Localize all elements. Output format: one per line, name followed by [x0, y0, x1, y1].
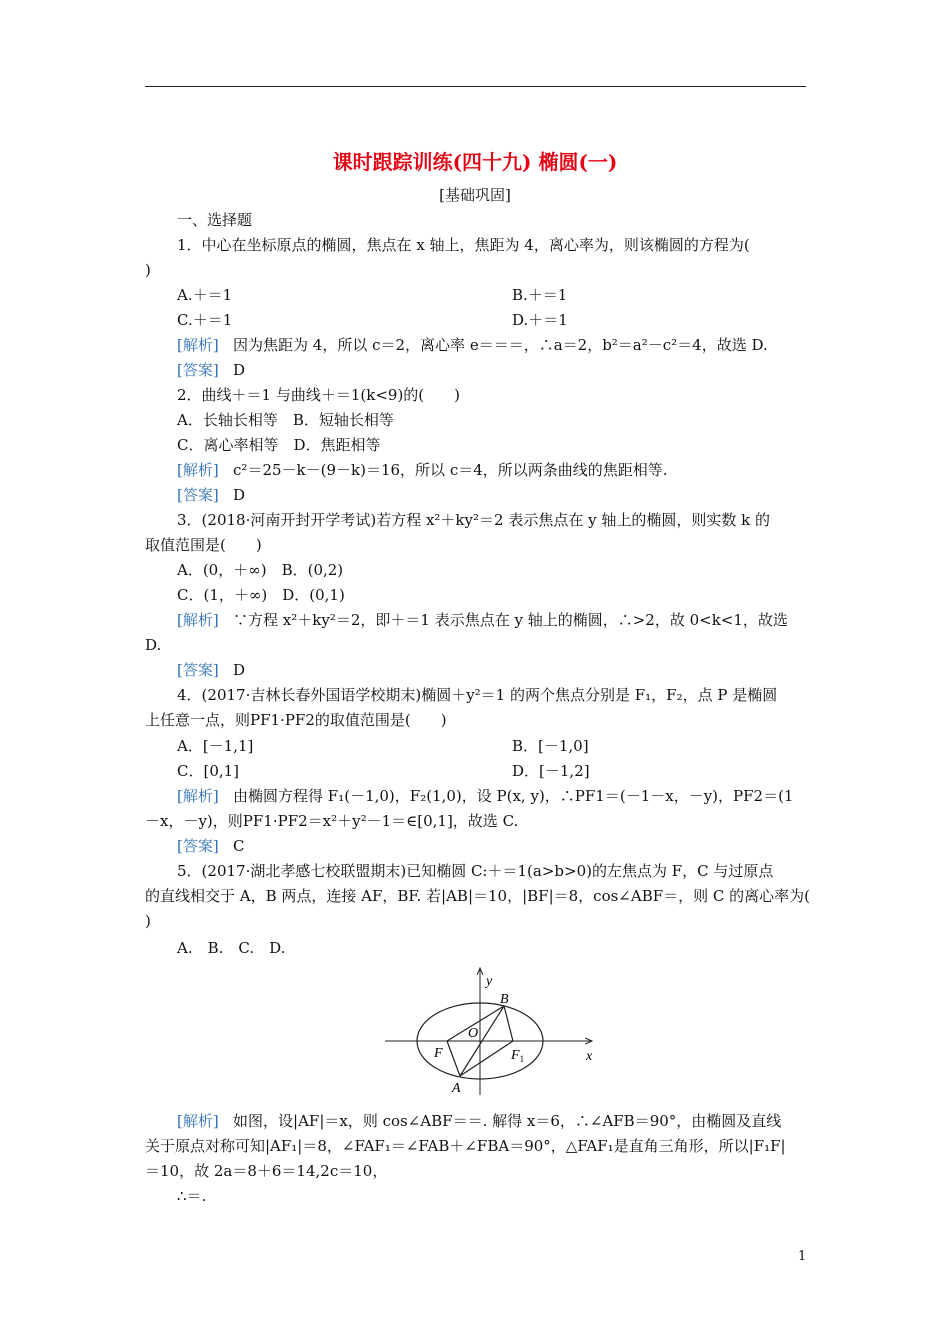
q5-analysis: 如图，设|AF|＝x，则 cos∠ABF＝＝. 解得 x＝6，∴∠AFB＝90°，由椭圆及直线: [233, 1112, 782, 1130]
q4-stem-cont: 上任意一点，则PF1·PF2的取值范围是( ): [145, 711, 447, 729]
ellipse-diagram: [380, 963, 600, 1098]
ellipse-figure: [380, 963, 600, 1098]
q4-option-b: B．[－1,0]: [512, 737, 589, 755]
q4-analysis-cont: －x，－y)，则PF1·PF2＝x²＋y²－1＝∈[0,1]，故选 C.: [145, 812, 519, 830]
q1-analysis: 因为焦距为 4，所以 c＝2，离心率 e＝＝＝，∴a＝2，b²＝a²－c²＝4，故选 D.: [233, 336, 768, 354]
answer-tag: [答案]: [177, 361, 219, 379]
label-a: A: [452, 1081, 461, 1096]
analysis-tag: [解析]: [177, 611, 219, 629]
q5-analysis-line: [177, 1111, 781, 1131]
segment-af: [447, 1041, 460, 1076]
q4-answer: C: [233, 837, 245, 855]
q1-option-d: D.＋＝1: [512, 311, 568, 329]
q3-analysis-cont: D.: [145, 636, 162, 654]
q3-options-ab: A．(0，＋∞) B．(0,2): [177, 561, 344, 579]
q3-options-cd: C．(1，＋∞) D．(0,1): [177, 586, 345, 604]
q1-option-b: B.＋＝1: [512, 286, 568, 304]
q5-analysis-cont2: ＝10，故 2a＝8＋6＝14,2c＝10，: [145, 1162, 388, 1180]
analysis-tag: [解析]: [177, 461, 219, 479]
q4-answer-line: [177, 836, 245, 856]
label-y: y: [486, 974, 493, 989]
q2-analysis-line: [177, 460, 668, 480]
page-title: 课时跟踪训练(四十九) 椭圆(一): [332, 150, 618, 174]
label-o: O: [468, 1026, 479, 1041]
q4-stem: 4．(2017·吉林长春外国语学校期末)椭圆＋y²＝1 的两个焦点分别是 F₁，F₂，点 P 是椭圆: [177, 686, 778, 704]
label-b: B: [500, 992, 509, 1007]
label-f1-main: F: [511, 1048, 520, 1063]
answer-tag: [答案]: [177, 486, 219, 504]
q3-stem-cont: 取值范围是( ): [145, 536, 262, 554]
q3-answer-line: [177, 660, 245, 680]
q1-analysis-line: [177, 335, 768, 355]
answer-tag: [答案]: [177, 837, 219, 855]
q1-answer: D: [233, 361, 246, 379]
q2-stem: 2．曲线＋＝1 与曲线＋＝1(k<9)的( ): [177, 386, 461, 404]
q4-option-c: C．[0,1]: [177, 762, 240, 780]
q3-answer: D: [233, 661, 246, 679]
q5-stem-cont2: ): [145, 912, 151, 930]
q1-option-c: C.＋＝1: [177, 311, 233, 329]
q3-stem: 3．(2018·河南开封开学考试)若方程 x²＋ky²＝2 表示焦点在 y 轴上的椭圆，则实数 k 的: [177, 511, 770, 529]
section-subtitle: [基础巩固]: [439, 186, 511, 204]
page-number: 1: [798, 1249, 807, 1264]
label-f1-sub: 1: [519, 1054, 525, 1064]
section-heading: 一、选择题: [177, 211, 253, 229]
q2-analysis: c²＝25－k－(9－k)＝16，所以 c＝4，所以两条曲线的焦距相等.: [233, 461, 668, 479]
q1-stem-cont: ): [145, 261, 151, 279]
q5-analysis-cont3: ∴＝.: [177, 1187, 207, 1205]
q2-options-ab: A．长轴长相等 B．短轴长相等: [177, 411, 394, 429]
q2-answer-line: [177, 485, 245, 505]
q5-analysis-cont: 关于原点对称可知|AF₁|＝8，∠FAF₁＝∠FAB＋∠FBA＝90°，△FAF₁是直角三角形，所以|F₁F|: [145, 1137, 786, 1155]
answer-tag: [答案]: [177, 661, 219, 679]
q5-stem: 5．(2017·湖北孝感七校联盟期末)已知椭圆 C:＋＝1(a>b>0)的左焦点为 F，C 与过原点: [177, 862, 774, 880]
label-f: F: [434, 1046, 443, 1061]
q1-stem: 1．中心在坐标原点的椭圆，焦点在 x 轴上，焦距为 4，离心率为，则该椭圆的方程为(: [177, 236, 750, 254]
q1-option-a: A.＋＝1: [177, 286, 233, 304]
q4-analysis: 由椭圆方程得 F₁(－1,0)，F₂(1,0)，设 P(x, y)，∴PF1＝(－1－x，－y)，PF2＝(1: [233, 787, 794, 805]
segment-af1: [460, 1041, 513, 1076]
q1-answer-line: [177, 360, 245, 380]
analysis-tag: [解析]: [177, 1112, 219, 1130]
header-rule: [145, 86, 806, 87]
q5-stem-cont: 的直线相交于 A，B 两点，连接 AF，BF. 若|AB|＝10，|BF|＝8，cos∠ABF＝，则 C 的离心率为(: [145, 887, 810, 905]
q2-options-cd: C．离心率相等 D．焦距相等: [177, 436, 381, 454]
q5-options: A. B. C. D.: [177, 939, 286, 957]
q2-answer: D: [233, 486, 246, 504]
q3-analysis: ∵方程 x²＋ky²＝2，即＋＝1 表示焦点在 y 轴上的椭圆，∴>2，故 0<k<1，故选: [233, 611, 788, 629]
analysis-tag: [解析]: [177, 787, 219, 805]
q4-option-d: D．[－1,2]: [512, 762, 590, 780]
segment-bf1: [504, 1006, 513, 1041]
label-x: x: [586, 1049, 593, 1064]
label-f1: [510, 1048, 524, 1064]
q4-analysis-line: [177, 786, 793, 806]
q3-analysis-line: [177, 610, 788, 630]
q4-option-a: A．[－1,1]: [177, 737, 254, 755]
analysis-tag: [解析]: [177, 336, 219, 354]
